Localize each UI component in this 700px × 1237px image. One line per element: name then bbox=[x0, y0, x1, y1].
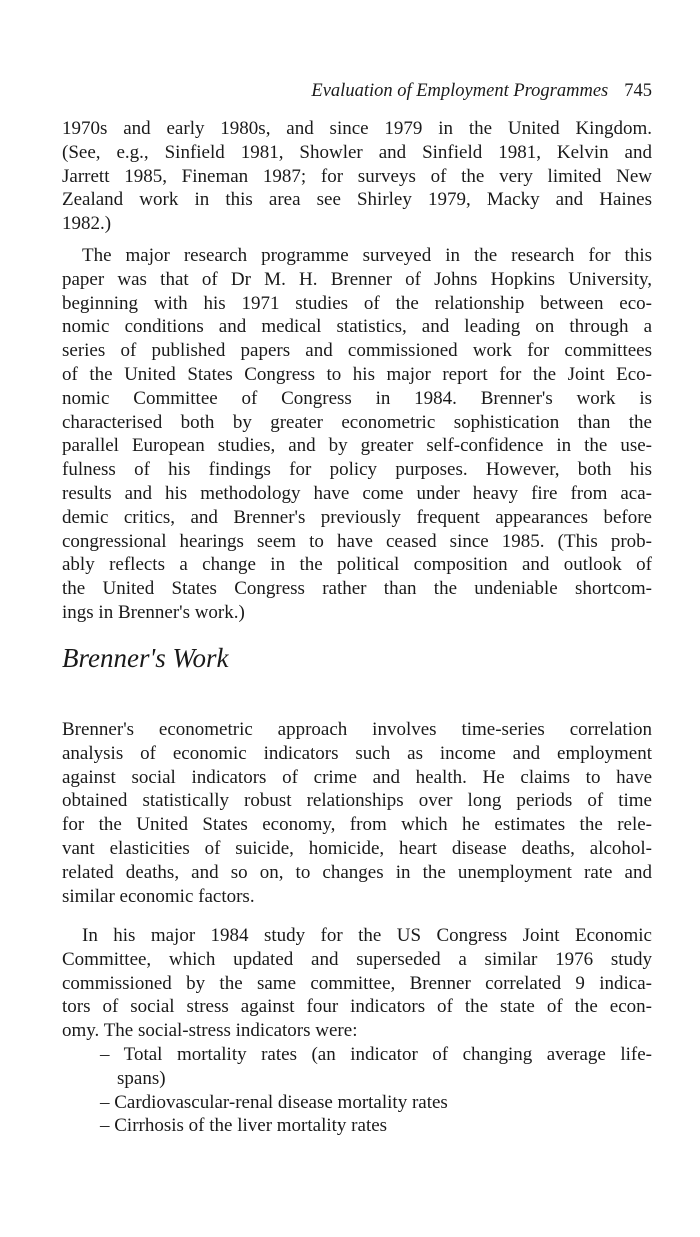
text-line: ably reflects a change in the political composition and outlook of bbox=[62, 554, 652, 576]
paragraph-3 bbox=[62, 718, 652, 908]
text-line: nomic conditions and medical statistics, and leading on through a bbox=[62, 316, 652, 338]
text-line: related deaths, and so on, to changes in the unemployment rate and bbox=[62, 861, 652, 883]
text-line: results and his methodology have come under heavy fire from aca- bbox=[62, 482, 652, 504]
page-number: 745 bbox=[624, 81, 652, 101]
text-line: Brenner's econometric approach involves time-series correlation bbox=[62, 719, 652, 740]
text-line: for the United States economy, from which he estimates the rele- bbox=[62, 814, 652, 836]
paragraph-2 bbox=[62, 244, 652, 625]
text-line: demic critics, and Brenner's previously frequent appearances before bbox=[62, 506, 652, 528]
text-line: obtained statistically robust relationships over long periods of time bbox=[62, 790, 652, 812]
text-line: nomic Committee of Congress in 1984. Brenner's work is bbox=[62, 387, 652, 409]
section-heading: Brenner's Work bbox=[62, 643, 229, 673]
text-line: parallel European studies, and by greater self-confidence in the use- bbox=[62, 435, 652, 457]
text-line: similar economic factors. bbox=[62, 885, 255, 907]
list-item-continuation: spans) bbox=[117, 1067, 166, 1089]
paragraph-1 bbox=[62, 117, 652, 236]
text-line: vant elasticities of suicide, homicide, heart disease deaths, alcohol- bbox=[62, 837, 652, 859]
text-line: commissioned by the same committee, Brenner correlated 9 indica- bbox=[62, 972, 652, 994]
list-item: – Total mortality rates (an indicator of changing average life- bbox=[100, 1044, 652, 1065]
text-line: series of published papers and commissioned work for committees bbox=[62, 340, 652, 362]
bullet-list bbox=[62, 1043, 652, 1138]
text-line: beginning with his 1971 studies of the relationship between eco- bbox=[62, 292, 652, 314]
list-item: – Cardiovascular-renal disease mortality rates bbox=[100, 1091, 448, 1113]
paragraph-4 bbox=[62, 924, 652, 1043]
text-line: of the United States Congress to his major report for the Joint Eco- bbox=[62, 363, 652, 385]
text-line: 1982.) bbox=[62, 213, 112, 235]
text-line: congressional hearings seem to have ceased since 1985. (This prob- bbox=[62, 530, 652, 552]
text-line: 1970s and early 1980s, and since 1979 in the United Kingdom. bbox=[62, 118, 652, 139]
text-line: analysis of economic indicators such as income and employment bbox=[62, 742, 652, 764]
text-line: omy. The social-stress indicators were: bbox=[62, 1020, 358, 1042]
list-item: – Cirrhosis of the liver mortality rates bbox=[100, 1115, 388, 1137]
text-line: In his major 1984 study for the US Congress Joint Economic bbox=[82, 925, 652, 946]
text-line: characterised both by greater econometric sophistication than the bbox=[62, 411, 652, 433]
text-line: ings in Brenner's work.) bbox=[62, 601, 245, 623]
text-line: the United States Congress rather than the undeniable shortcom- bbox=[62, 578, 652, 600]
running-head-title: Evaluation of Employment Programmes bbox=[311, 81, 609, 101]
text-line: against social indicators of crime and health. He claims to have bbox=[62, 766, 652, 788]
text-line: Jarrett 1985, Fineman 1987; for surveys of the very limited New bbox=[62, 165, 652, 187]
running-head bbox=[311, 80, 652, 102]
text-line: The major research programme surveyed in the research for this bbox=[82, 245, 652, 266]
text-line: paper was that of Dr M. H. Brenner of Johns Hopkins University, bbox=[62, 268, 652, 290]
text-line: tors of social stress against four indicators of the state of the econ- bbox=[62, 996, 652, 1018]
text-line: Zealand work in this area see Shirley 1979, Macky and Haines bbox=[62, 189, 652, 211]
text-line: Committee, which updated and superseded a similar 1976 study bbox=[62, 948, 652, 970]
text-line: fulness of his findings for policy purposes. However, both his bbox=[62, 459, 652, 481]
text-line: (See, e.g., Sinfield 1981, Showler and Sinfield 1981, Kelvin and bbox=[62, 141, 652, 163]
